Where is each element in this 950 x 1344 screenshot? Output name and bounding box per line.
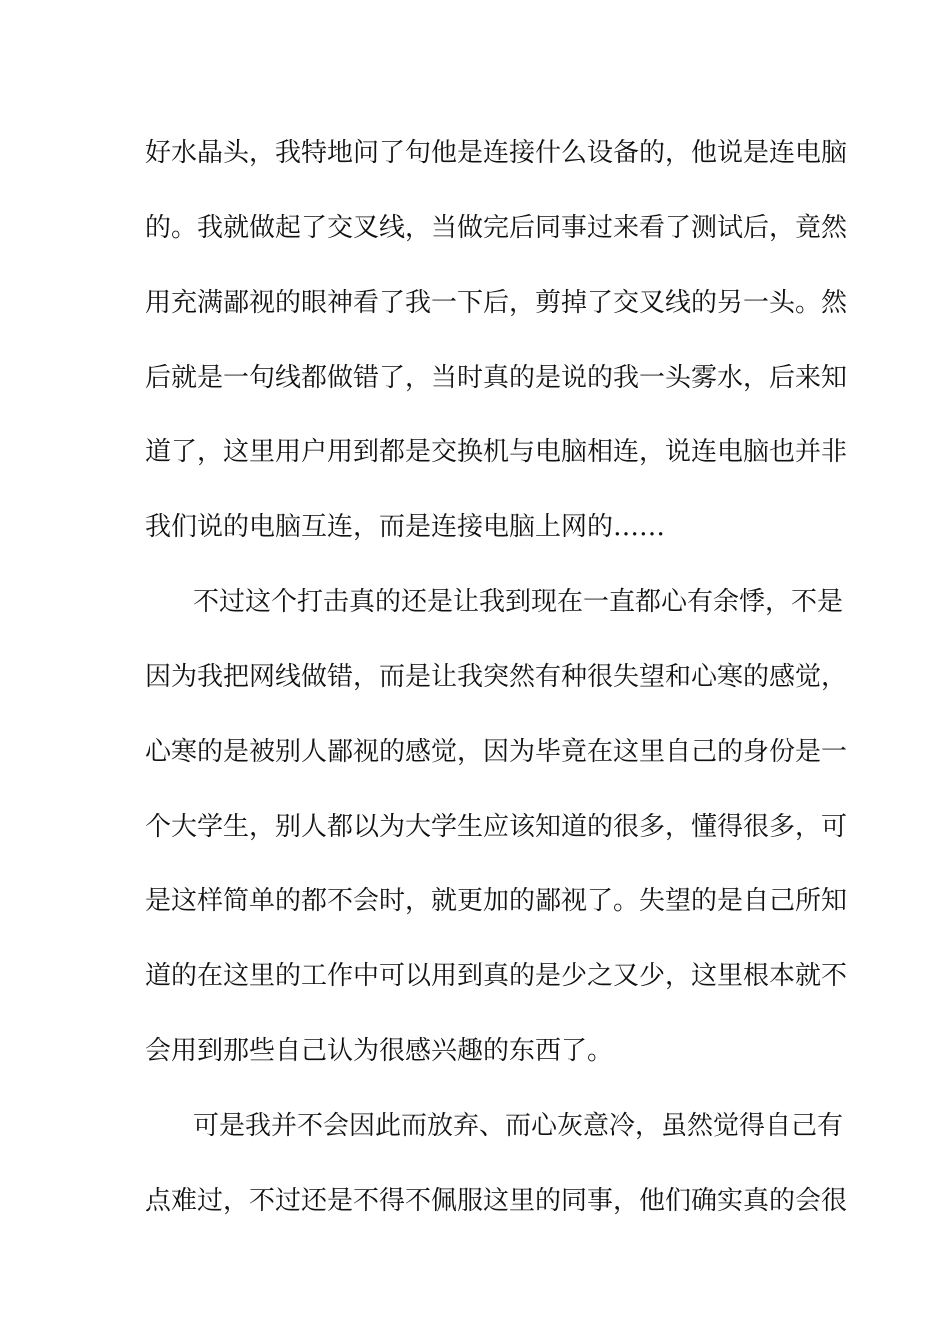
- text-line: 因为我把网线做错，而是让我突然有种很失望和心寒的感觉，: [145, 662, 848, 692]
- text-line: 个大学生，别人都以为大学生应该知道的很多，懂得很多，可: [145, 812, 848, 842]
- paragraph-first-line: 不过这个打击真的还是让我到现在一直都心有余悸，不是: [193, 587, 844, 617]
- text-line: 会用到那些自己认为很感兴趣的东西了。: [145, 1036, 614, 1066]
- text-line: 后就是一句线都做错了，当时真的是说的我一头雾水，后来知: [145, 363, 848, 393]
- text-line: 好水晶头，我特地问了句他是连接什么设备的，他说是连电脑: [145, 138, 848, 168]
- text-line: 用充满鄙视的眼神看了我一下后，剪掉了交叉线的另一头。然: [145, 288, 848, 318]
- text-line: 道的在这里的工作中可以用到真的是少之又少，这里根本就不: [145, 961, 848, 991]
- paragraph-first-line: 可是我并不会因此而放弃、而心灰意冷，虽然觉得自己有: [193, 1111, 844, 1141]
- text-line: 我们说的电脑互连，而是连接电脑上网的……: [145, 512, 666, 542]
- text-line: 道了，这里用户用到都是交换机与电脑相连，说连电脑也并非: [145, 437, 848, 467]
- text-line: 的。我就做起了交叉线，当做完后同事过来看了测试后，竟然: [145, 213, 848, 243]
- text-line: 点难过，不过还是不得不佩服这里的同事，他们确实真的会很: [145, 1186, 848, 1216]
- text-line: 是这样简单的都不会时，就更加的鄙视了。失望的是自己所知: [145, 886, 848, 916]
- text-line: 心寒的是被别人鄙视的感觉，因为毕竟在这里自己的身份是一: [145, 737, 848, 767]
